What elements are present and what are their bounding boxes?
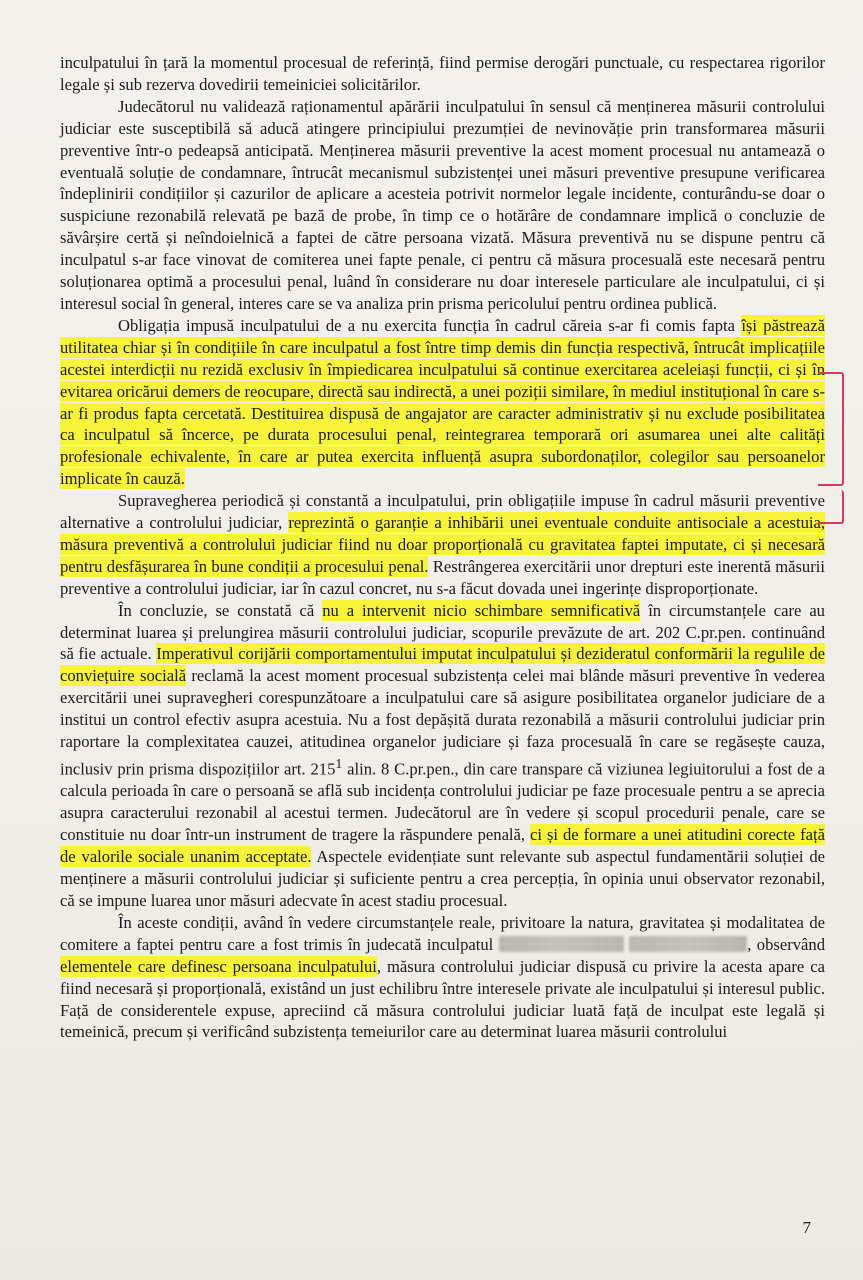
annotation-bracket-mark bbox=[818, 372, 844, 486]
highlighted-text: își păstrează utilitatea chiar și în condițiile în care inculpatul a fost între timp demis din funcția respectivă, întrucât implicațiile acestei interdicții nu rezidă exclusiv în împiedicarea inculpatului să continue exercitarea aceleiași funcții, ci și în evitarea oricărui demers de reocupare, directă sau indirectă, a unei poziții similare, în mediul instituțional în care s-ar fi produs fapta cercetată. Destituirea dispusă de angajator are caracter administrativ și nu exclude posibilitatea ca inculpatul să încerce, pe durata procesului penal, reintegrarea temporară ori asumarea unei alte calități profesionale echivalente, în care ar putea exercita influență asupra subordonaților, colegilor sau persoanelor implicate în cauză. bbox=[60, 315, 825, 489]
highlighted-text: Imperativul corijării comportamentului imputat inculpatului și dezideratul conformării la regulile de conviețuire socială bbox=[60, 644, 825, 686]
text-run: Supravegherea periodică și constantă a inculpatului, prin obligațiile impuse în cadrul măsurii preventive alternative a controlului judiciar, bbox=[60, 491, 825, 533]
highlighted-text: reprezintă o garanție a inhibării unei eventuale conduite antisociale a acestuia, măsura preventivă a controlului judiciar fiind nu doar proporțională cu gravitatea faptei imputate, ci și necesară pentru desfășurarea în bune condiții a procesului penal. bbox=[60, 513, 825, 576]
text-run: Judecătorul nu validează raționamentul apărării inculpatului în sensul că menținerea măsurii controlului judiciar este susceptibilă să aducă atingere principiului prezumției de nevinovăție prin transformarea măsurii preventive într-o pedeapsă anticipată. Menținerea măsurii preventive la acest moment procesual nu antamează o eventuală soluție de condamnare, întrucât mecanismul subzistenței unei măsuri preventive presupune verificarea îndeplinirii condițiilor și cazurilor de aplicare a acesteia potrivit normelor legale incidente, conturându-se doar o suspiciune rezonabilă relevată pe bază de probe, în timp ce o hotărâre de condamnare implică o concluzie de săvârșire certă și neîndoielnică a faptei de către persoana vizată. Măsura preventivă nu se dispune pentru că inculpatul s-ar face vinovat de comiterea unei fapte penale, ci pentru că măsura procesuală este necesară pentru soluționarea optimă a procesului penal, luând în considerare nu doar interesele particulare ale inculpatului, ci și interesul social în general, interes care se va analiza prin prisma pericolului pentru ordinea publică. bbox=[60, 96, 825, 313]
paragraph-4 bbox=[60, 490, 825, 600]
paragraph-1 bbox=[60, 52, 825, 96]
text-run: inculpatului în țară la momentul procesual de referință, fiind permise derogări punctuale, cu respectarea rigorilor legale și sub rezerva dovedirii temeiniciei solicitărilor. bbox=[60, 53, 825, 94]
page-number: 7 bbox=[802, 1218, 811, 1237]
redacted-name bbox=[499, 936, 624, 952]
redacted-name bbox=[629, 936, 747, 952]
highlighted-text: nu a intervenit nicio schimbare semnificativă bbox=[322, 600, 641, 620]
text-run: Restrângerea exercitării unor drepturi este inerentă măsurii preventive a controlului judiciar, iar în cazul concret, nu s-a făcut dovada unei ingerințe disproporționate. bbox=[60, 556, 825, 598]
annotation-bracket-mark-end bbox=[818, 490, 844, 524]
text-run: alin. 8 C.pr.pen., din care transpare că viziunea legiuitorului a fost de a calcula perioada în care o persoană se află sub incidența controlului judiciar pe faze procesuale pentru a se aprecia asupra caracterului rezonabil al acestui termen. Judecătorul are în vedere și scopul procedurii penale, care se constituie nu doar într-un instrument de tragere la răspundere penală, bbox=[60, 759, 825, 845]
text-run: în circumstanțele care au determinat luarea și prelungirea măsurii controlului judiciar, scopurile prevăzute de art. 202 C.pr.pen. continuând să fie actuale. bbox=[60, 600, 825, 664]
text-run: Obligația impusă inculpatului de a nu exercita funcția în cadrul căreia s-ar fi comis fapta bbox=[118, 315, 742, 335]
superscript: 1 bbox=[335, 756, 343, 771]
paragraph-6 bbox=[60, 912, 825, 1043]
text-run: În aceste condiții, având în vedere circumstanțele reale, privitoare la natura, gravitatea și modalitatea de comitere a faptei pentru care a fost trimis în judecată inculpatul bbox=[60, 912, 825, 954]
paragraph-2 bbox=[60, 96, 825, 315]
text-run: , măsura controlului judiciar dispusă cu privire la acesta apare ca fiind necesară și proporțională, existând un just echilibru între interesele private ale inculpatului și interesul public. Față de considerentele expuse, apreciind că măsura controlului judiciar luată față de inculpat este legală și temeinică, precum și verificând subzistența temeiurilor care au determinat luarea măsurii controlului bbox=[60, 956, 826, 1042]
paragraph-3 bbox=[60, 315, 825, 490]
document-body bbox=[60, 52, 825, 1043]
paragraph-5 bbox=[60, 600, 825, 912]
text-run: Aspectele evidențiate sunt relevante sub aspectul fundamentării soluției de menținere a măsurii controlului judiciar și suficiente pentru a crea percepția, în opinia unui observator rezonabil, că se impune luarea unor măsuri adecvate în acest stadiu procesual. bbox=[60, 847, 825, 910]
text-run: , observând bbox=[747, 934, 826, 954]
highlighted-text: ci și de formare a unei atitudini corecte față de valorile sociale unanim acceptate. bbox=[60, 825, 825, 867]
text-run: În concluzie, se constată că bbox=[118, 600, 323, 620]
highlighted-text: elementele care definesc persoana inculpatului bbox=[60, 956, 377, 976]
text-run: reclamă la acest moment procesual subzistența celei mai blânde măsuri preventive în vederea exercitării unei supravegheri corespunzătoare a inculpatului care să asigure posibilitatea organelor judiciare de a institui un control efectiv asupra acestuia. Nu a fost depășită durata rezonabilă a măsurii controlului judiciar prin raportare la complexitatea cauzei, atitudinea organelor judiciare și faza procesuală în care se regăsește cauza, inclusiv prin prisma dispozițiilor art. 215 bbox=[60, 666, 825, 779]
